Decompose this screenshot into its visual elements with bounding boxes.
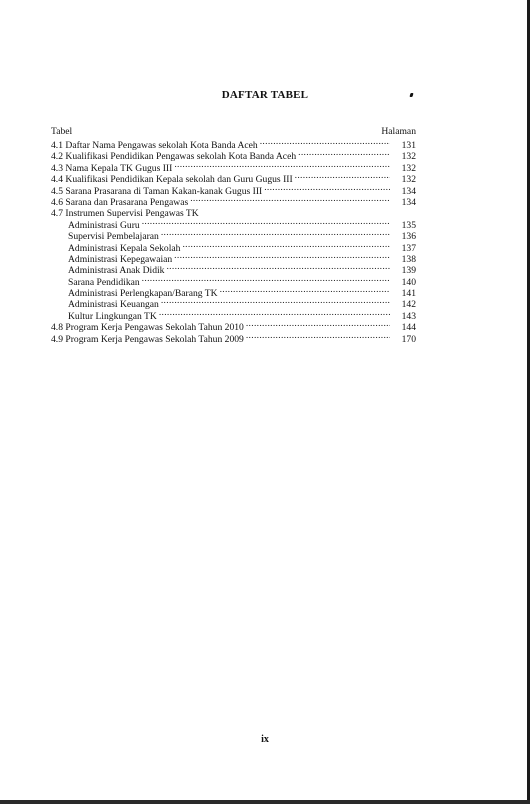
page-title: DAFTAR TABEL xyxy=(221,89,309,101)
toc-entry-page: 134 xyxy=(401,185,416,197)
toc-entry-label: Administrasi Anak Didik xyxy=(68,265,165,277)
scan-edge-bottom xyxy=(0,800,530,804)
toc-entry xyxy=(51,137,416,151)
table-of-tables xyxy=(51,126,416,345)
dot-leader xyxy=(142,274,390,285)
toc-entry-page: 138 xyxy=(401,253,416,265)
toc-entry-label: 4.4 Kualifikasi Pendidikan Kepala sekolah dan Guru Gugus III xyxy=(51,174,293,186)
toc-entry-page: 132 xyxy=(401,151,416,163)
toc-entry-page: 139 xyxy=(401,265,416,277)
toc-entry-label: Administrasi Kepegawaian xyxy=(68,253,173,265)
dot-leader xyxy=(182,240,390,251)
toc-entry-page: 132 xyxy=(401,162,416,174)
toc-entry-label: 4.6 Sarana dan Prasarana Pengawas xyxy=(51,196,189,208)
toc-entry-page: 134 xyxy=(401,196,416,208)
toc-entry-page: 135 xyxy=(401,219,416,231)
toc-header xyxy=(51,126,416,137)
toc-entry-label: 4.1 Daftar Nama Pengawas sekolah Kota Banda Aceh xyxy=(51,140,258,151)
toc-entries xyxy=(51,137,416,345)
toc-entry-label: Supervisi Pembelajaran xyxy=(68,231,159,243)
dot-leader xyxy=(161,296,390,307)
toc-entry-page: 136 xyxy=(401,231,416,243)
dot-leader xyxy=(174,251,390,262)
page-number: ix xyxy=(261,734,269,745)
toc-entry-label: 4.9 Program Kerja Pengawas Sekolah Tahun 2009 xyxy=(51,333,244,345)
dot-leader xyxy=(246,331,390,342)
dot-leader xyxy=(246,319,390,330)
toc-entry-label: 4.5 Sarana Prasarana di Taman Kakan-kanak Gugus III xyxy=(51,185,263,197)
dot-leader xyxy=(190,194,390,205)
toc-header-halaman: Halaman xyxy=(381,126,416,137)
toc-entry-page: 131 xyxy=(401,140,416,151)
dot-leader xyxy=(174,160,390,171)
dot-leader xyxy=(159,308,390,319)
toc-entry-page: 144 xyxy=(401,322,416,334)
toc-header-tabel: Tabel xyxy=(51,126,73,137)
dot-leader xyxy=(295,171,390,182)
toc-entry-page: 140 xyxy=(401,276,416,288)
toc-entry-page: 170 xyxy=(401,333,416,345)
toc-entry-page: 132 xyxy=(401,174,416,186)
dot-leader xyxy=(264,183,390,194)
dot-leader xyxy=(166,262,390,273)
toc-entry-label: 4.8 Program Kerja Pengawas Sekolah Tahun 2010 xyxy=(51,322,244,334)
toc-entry-label: Administrasi Kepala Sekolah xyxy=(68,242,181,254)
toc-entry-label: Administrasi Perlengkapan/Barang TK xyxy=(68,288,218,300)
dot-leader xyxy=(161,228,390,239)
toc-entry-label: Administrasi Guru xyxy=(68,219,140,231)
dot-leader xyxy=(220,285,390,296)
toc-entry-page: 137 xyxy=(401,242,416,254)
toc-entry-label: 4.7 Instrumen Supervisi Pengawas TK xyxy=(51,208,199,220)
toc-entry-label: Kultur Lingkungan TK xyxy=(68,310,157,322)
dot-leader xyxy=(142,217,390,228)
toc-entry-label: 4.2 Kualifikasi Pendidikan Pengawas sekolah Kota Banda Aceh xyxy=(51,151,297,163)
dot-leader xyxy=(201,205,390,216)
toc-entry-label: Sarana Pendidikan xyxy=(68,276,140,288)
toc-entry-label: Administrasi Keuangan xyxy=(68,299,159,311)
toc-entry-page: 143 xyxy=(401,310,416,322)
toc-entry-page: 142 xyxy=(401,299,416,311)
toc-entry-label: 4.3 Nama Kepala TK Gugus III xyxy=(51,162,173,174)
dot-leader xyxy=(260,137,390,148)
toc-entry-page: 141 xyxy=(401,288,416,300)
dot-leader xyxy=(298,148,390,159)
